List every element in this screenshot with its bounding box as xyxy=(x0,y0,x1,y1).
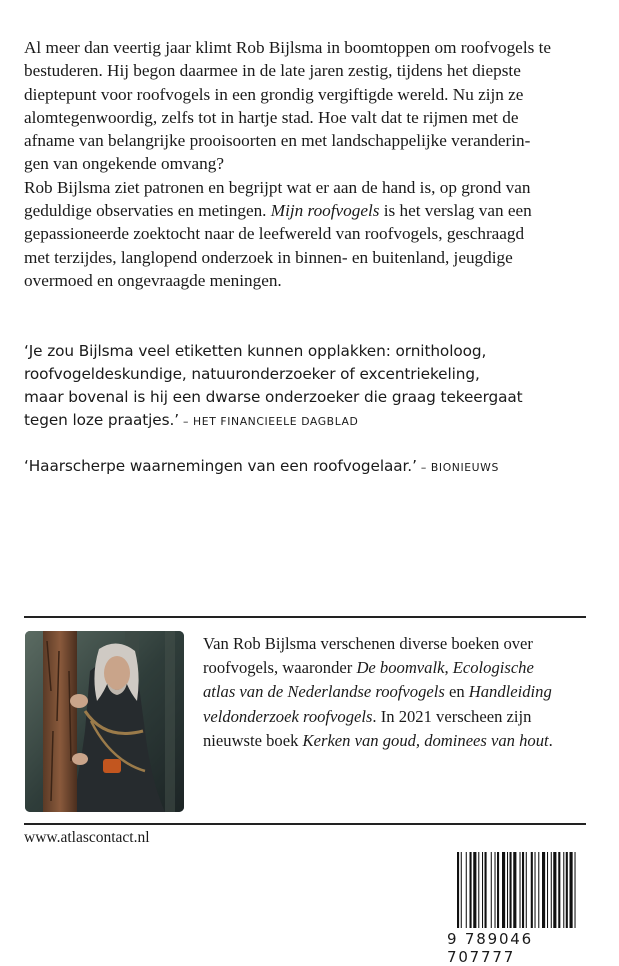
isbn-number: 9 789046 707777 xyxy=(447,930,533,966)
blurb-paragraph-2: Rob Bijlsma ziet patronen en begrijpt wat er aan de hand is, op grond van geduldige observaties en metingen. Mijn roofvogels is het verslag van een gepassioneerde zoektocht naar de leefwereld van roofvogels, geschraagd met terzijdes, langlopend onderzoek in binnen- en buitenland, jeugdige overmoed en ongevraagde meningen. xyxy=(24,177,532,290)
back-cover-blurb xyxy=(24,36,600,292)
review-quote-fd: ‘Je zou Bijlsma veel etiketten kunnen opplakken: ornitholoog, roofvogeldeskundige, natuuronderzoeker of excentriekeling, maar bovenal is hij een dwarse onderzoeker die graag tekeergaat tegen loze praatjes.’ – HET FINANCIEELE DAGBLAD xyxy=(24,342,523,429)
barcode-bars xyxy=(447,852,607,930)
divider-bottom xyxy=(24,823,586,825)
divider-top xyxy=(24,616,586,618)
author-bio: Van Rob Bijlsma verschenen diverse boeken over roofvogels, waaronder De boomvalk, Ecologische atlas van de Nederlandse roofvogels en Handleiding veldonderzoek roofvogels. In 2021 verscheen zijn nieuwste boek Kerken van goud, dominees van hout. xyxy=(203,634,553,750)
review-quote-bionieuws: ‘Haarscherpe waarnemingen van een roofvogelaar.’ – BIONIEUWS xyxy=(24,457,499,475)
author-photo xyxy=(25,631,184,812)
quote-source: – BIONIEUWS xyxy=(416,461,499,474)
publisher-url[interactable]: www.atlascontact.nl xyxy=(24,829,150,846)
book-title: Mijn roofvogels xyxy=(270,201,380,221)
quote-source: – HET FINANCIEELE DAGBLAD xyxy=(179,415,359,428)
isbn-barcode xyxy=(447,852,607,966)
blurb-paragraph-1: Al meer dan veertig jaar klimt Rob Bijlsma in boomtoppen om roofvogels te bestuderen. Hij begon daarmee in de late jaren zestig, tijdens het diepste dieptepunt voor roofvogels in een grondig vergiftigde wereld. Nu zijn ze alomtegenwoordig, zelfs tot in hartje stad. Hoe valt dat te rijmen met de afname van belangrijke prooisoorten en met landschappelijke veranderin- gen van ongekende omvang? xyxy=(24,38,551,174)
